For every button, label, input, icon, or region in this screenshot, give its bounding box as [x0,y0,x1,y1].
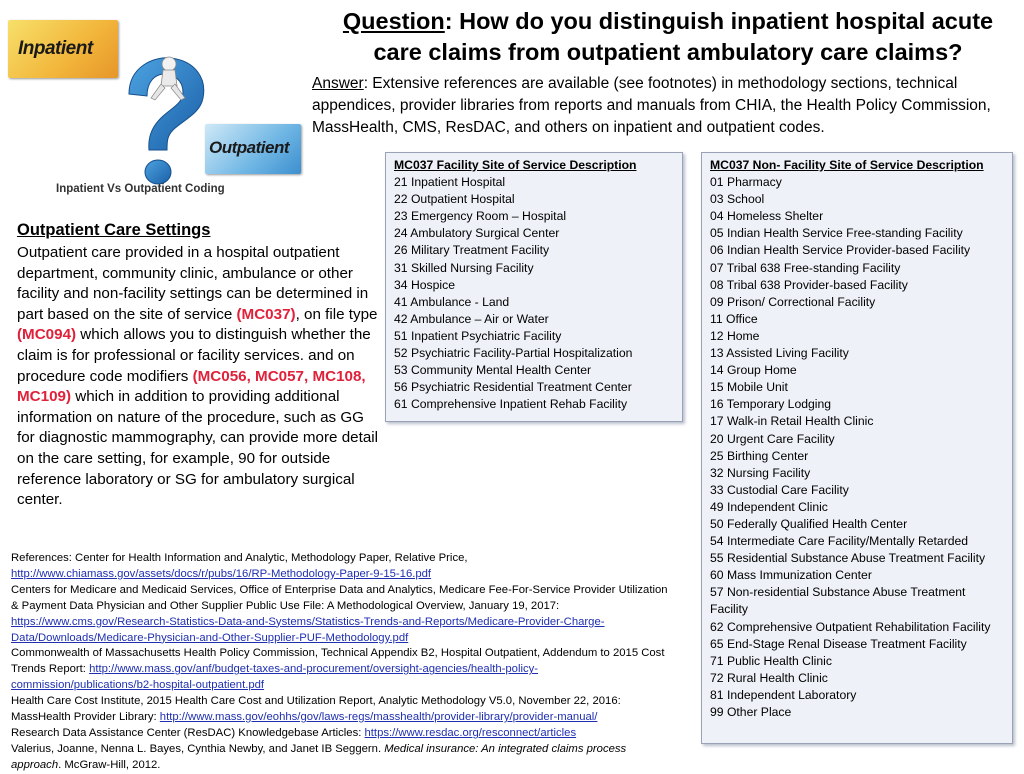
reference-text: Commonwealth of Massachusetts Health Policy Commission, Technical Appendix B2, Hospital Outpatient, Addendum to 2015 Cost Trends Report: [11,647,665,676]
reference-link-hpc[interactable]: http://www.mass.gov/anf/budget-taxes-and-procurement/oversight-agencies/health-policy-commission/publications/b2-hospital-outpatient.pdf [11,663,539,692]
list-item: 25 Birthing Center [710,448,809,463]
reference-text: Research Data Assistance Center (ResDAC) Knowledgebase Articles: [11,726,365,739]
list-item: 33 Custodial Care Facility [710,482,849,497]
reference-resdac [11,726,671,742]
reference-book-title: Medical insurance: An integrated claims process approach [11,742,627,771]
list-item: 60 Mass Immunization Center [710,568,872,583]
list-item: 41 Ambulance - Land [394,294,510,309]
list-item: 57 Non-residential Substance Abuse Treatment Facility [710,585,966,617]
non-facility-site-of-service-box [701,152,1013,744]
list-item: 50 Federally Qualified Health Center [710,516,908,531]
list-item: 21 Inpatient Hospital [394,175,506,190]
settings-text-3: which allows you to distinguish whether the claim is for professional or facility services. and on procedure code modifiers [17,326,371,385]
list-item: 08 Tribal 638 Provider-based Facility [710,277,908,292]
list-item: 56 Psychiatric Residential Treatment Center [394,380,632,395]
list-item: 42 Ambulance – Air or Water [394,311,549,326]
outpatient-label: Outpatient [209,138,289,157]
list-item: 61 Comprehensive Inpatient Rehab Facility [394,397,628,412]
references [11,551,671,774]
list-item: 05 Indian Health Service Free-standing Facility [710,226,963,241]
reference-link-chia[interactable]: http://www.chiamass.gov/assets/docs/r/pubs/16/RP-Methodology-Paper-9-15-16.pdf [11,567,432,580]
reference-valerius [11,742,671,774]
non-facility-box-heading: MC037 Non- Facility Site of Service Description [710,158,984,172]
list-item: 62 Comprehensive Outpatient Rehabilitation Facility [710,619,991,634]
settings-text-2: , on file type [295,305,378,323]
illustration-caption: Inpatient Vs Outpatient Coding [56,183,225,195]
page-title [318,6,1018,68]
reference-text: MassHealth Provider Library: [11,711,160,724]
list-item: 01 Pharmacy [710,175,782,190]
reference-text: Centers for Medicare and Medicaid Services, Office of Enterprise Data and Analytics, Medicare Fee-For-Service Provider Utilization & Payment Data Physician and Other Supplier Public Use File: A Methodological Overview, January 19, 2017: [11,583,668,612]
inpatient-outpatient-illustration [6,14,306,199]
list-item: 99 Other Place [710,705,792,719]
list-item: 04 Homeless Shelter [710,209,824,224]
facility-site-of-service-box [385,152,683,422]
list-item: 24 Ambulatory Surgical Center [394,226,560,241]
mc037-code: (MC037) [236,305,296,323]
list-item: 07 Tribal 638 Free-standing Facility [710,260,901,275]
list-item: 15 Mobile Unit [710,380,788,395]
reference-hcci: Health Care Cost Institute, 2015 Health Care Cost and Utilization Report, Analytic Methodology V5.0, November 22, 2016: [11,695,621,708]
list-item: 23 Emergency Room – Hospital [394,209,567,224]
reference-text: . McGraw-Hill, 2012. [58,758,161,771]
reference-masshealth [11,710,671,726]
list-item: 20 Urgent Care Facility [710,431,835,446]
list-item: 65 End-Stage Renal Disease Treatment Facility [710,636,967,651]
question-text: : How do you distinguish inpatient hospital acute care claims from outpatient ambulatory care claims? [373,8,994,65]
reference-chia [11,551,671,583]
list-item: 11 Office [710,311,758,326]
facility-box-heading: MC037 Facility Site of Service Description [394,158,637,172]
list-item: 03 School [710,192,765,207]
list-item: 31 Skilled Nursing Facility [394,260,534,275]
reference-hpc [11,646,671,694]
mc094-code: (MC094) [17,326,77,344]
list-item: 81 Independent Laboratory [710,687,857,702]
list-item: 09 Prison/ Correctional Facility [710,294,876,309]
settings-text-1: Outpatient care provided in a hospital outpatient department, community clinic, ambulance or other facility and non-facility settings can be determined in part based on the site of service [17,244,369,323]
settings-text-4: which in addition to providing additional information on nature of the procedure, such as GG for diagnostic mammography, can provide more detail on the care setting, for example, 90 for outside reference laboratory or SG for ambulatory surgical center. [17,388,379,509]
list-item: 71 Public Health Clinic [710,653,832,668]
answer-text: : Extensive references are available (see footnotes) in methodology sections, technical appendices, provider libraries from reports and manuals from CHIA, the Health Policy Commission, MassHealth, CMS, ResDAC, and others on inpatient and outpatient codes. [312,75,991,136]
outpatient-settings-heading: Outpatient Care Settings [17,221,211,239]
reference-link-masshealth[interactable]: http://www.mass.gov/eohhs/gov/laws-regs/masshealth/provider-library/provider-manual/ [159,711,598,724]
inpatient-label-box [8,20,118,78]
list-item: 34 Hospice [394,277,455,292]
list-item: 17 Walk-in Retail Health Clinic [710,414,874,429]
list-item: 16 Temporary Lodging [710,397,832,412]
question-word: Question [342,8,445,34]
list-item: 32 Nursing Facility [710,465,811,480]
outpatient-settings-body [17,243,379,511]
question-mark-icon [111,52,211,192]
list-item: 06 Indian Health Service Provider-based Facility [710,243,971,258]
list-item: 51 Inpatient Psychiatric Facility [394,328,562,343]
modifier-codes: (MC056, MC057, MC108, MC109) [17,367,366,406]
list-item: 54 Intermediate Care Facility/Mentally Retarded [710,534,969,549]
list-item: 55 Residential Substance Abuse Treatment Facility [710,551,986,566]
list-item: 14 Group Home [710,363,797,378]
reference-link-cms[interactable]: https://www.cms.gov/Research-Statistics-Data-and-Systems/Statistics-Trends-and-Reports/Medicare-Provider-Charge-Data/Downloads/Medicare-Physician-and-Other-Supplier-PUF-Methodology.pdf [11,615,605,644]
list-item: 72 Rural Health Clinic [710,670,828,685]
list-item: 49 Independent Clinic [710,499,828,514]
reference-text: References: Center for Health Information and Analytic, Methodology Paper, Relative Price, [11,552,468,564]
reference-cms [11,583,671,647]
list-item: 22 Outpatient Hospital [394,192,515,207]
list-item: 13 Assisted Living Facility [710,346,849,361]
reference-text: Valerius, Joanne, Nenna L. Bayes, Cynthia Newby, and Janet IB Seggern. [11,742,385,755]
answer-paragraph [312,73,1022,139]
list-item: 53 Community Mental Health Center [394,363,592,378]
inpatient-label: Inpatient [18,38,93,59]
list-item: 52 Psychiatric Facility-Partial Hospitalization [394,346,633,361]
list-item: 26 Military Treatment Facility [394,243,550,258]
answer-label: Answer [312,75,364,92]
outpatient-label-box [205,124,301,174]
reference-link-resdac[interactable]: https://www.resdac.org/resconnect/articles [364,726,577,739]
list-item: 12 Home [710,328,760,343]
